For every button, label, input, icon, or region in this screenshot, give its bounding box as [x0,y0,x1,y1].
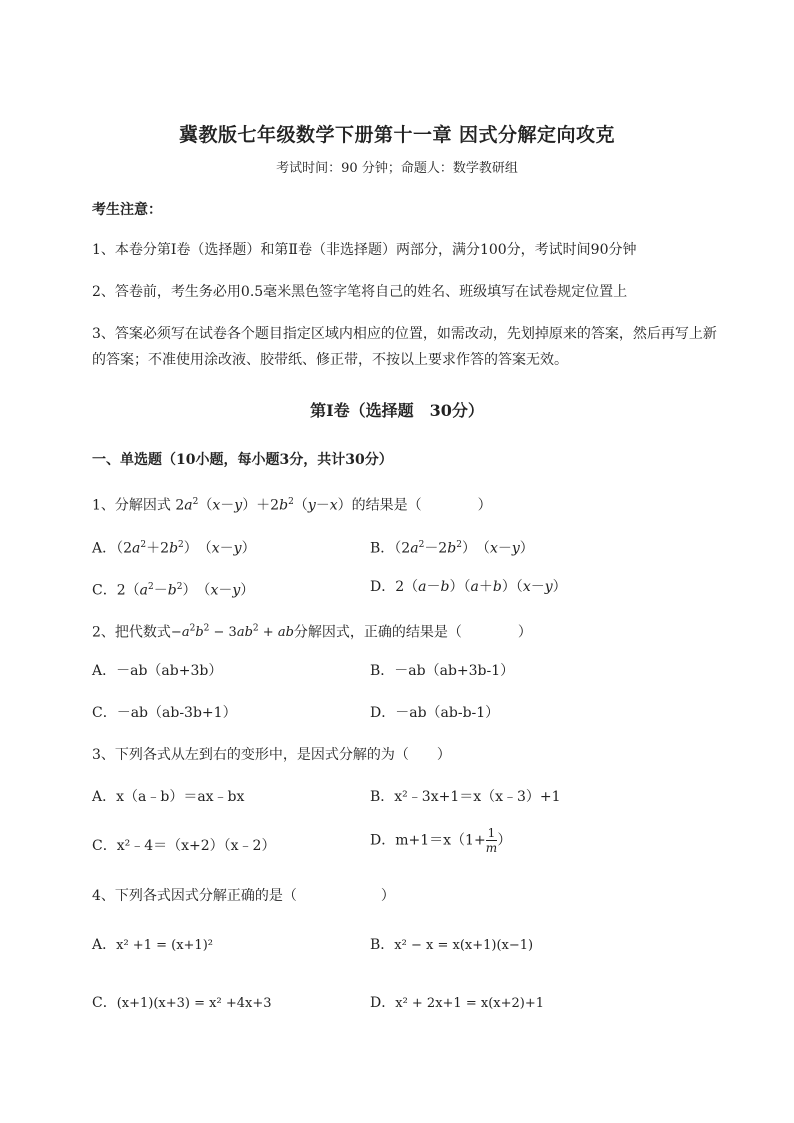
fraction: $\frac{1}{m}$ [485,826,498,855]
question-2-stem: 2、把代数式$-a^2b^2 - 3ab^2$ + ab分解因式，正确的结果是（ ） [92,624,532,641]
question-1-option-a[interactable]: A．$(2a^2+2b^2)$ （x－y） [92,540,256,557]
page-title: 冀教版七年级数学下册第十一章 因式分解定向攻克 [178,124,616,146]
question-3-option-a[interactable]: A．x（a﹣b）＝ax﹣bx [92,789,245,805]
question-4-option-b[interactable]: B．x² − x = x(x+1)(x−1) [370,937,534,953]
exam-info: 考试时间：90 分钟；命题人：数学教研组 [276,161,518,176]
notice-item-3: 3、答案必须写在试卷各个题目指定区域内相应的位置，如需改动，先划掉原来的答案，然后再写上新 [92,326,717,342]
notice-heading: 考生注意： [92,202,162,218]
question-4-option-d[interactable]: D．x² + 2x+1 = x(x+2)+1 [370,995,544,1011]
section-title: 第Ⅰ卷（选择题 30分） [310,401,484,420]
question-2-option-d[interactable]: D．－ab（ab-b-1） [370,705,500,721]
question-1-option-d[interactable]: D．2（a－b）（a＋b）（x－y） [370,579,567,595]
question-2-option-a[interactable]: A．－ab（ab+3b） [92,663,223,679]
question-1-stem: 1、分解因式 $2a^2(x-y)+2b^2(y-x)$的结果是（ ） [92,497,492,514]
question-4-option-c[interactable]: C．(x+1)(x+3) = x² +4x+3 [92,995,272,1011]
question-3-option-c[interactable]: C．x²﹣4＝（x+2）（x﹣2） [92,838,276,854]
question-3-stem: 3、下列各式从左到右的变形中，是因式分解的为（ ） [92,747,451,763]
question-3-option-b[interactable]: B．x²﹣3x+1＝x（x﹣3）+1 [370,789,561,805]
question-1-option-b[interactable]: B．$(2a^2-2b^2)$ （x－y） [370,540,534,557]
question-4-stem: 4、下列各式因式分解正确的是（ ） [92,888,395,904]
question-3-option-d[interactable]: D．m+1＝x（1+ $\frac{1}{m}$ ） [370,826,512,855]
question-2-option-c[interactable]: C．－ab（ab-3b+1） [92,705,237,721]
notice-item-3-cont: 的答案；不准使用涂改液、胶带纸、修正带，不按以上要求作答的答案无效。 [92,352,568,368]
notice-item-1: 1、本卷分第Ⅰ卷（选择题）和第Ⅱ卷（非选择题）两部分，满分100分，考试时间90分钟 [92,242,637,258]
part-heading: 一、单选题（10小题，每小题3分，共计30分） [92,452,393,468]
question-4-option-a[interactable]: A．x² +1 = (x+1)² [92,937,213,953]
question-2-option-b[interactable]: B．－ab（ab+3b-1） [370,663,515,679]
notice-item-2: 2、答卷前，考生务必用0.5毫米黑色签字笔将自己的姓名、班级填写在试卷规定位置上 [92,284,628,300]
question-1-option-c[interactable]: C．$2(a^2-b^2)$ （x－y） [92,582,255,599]
